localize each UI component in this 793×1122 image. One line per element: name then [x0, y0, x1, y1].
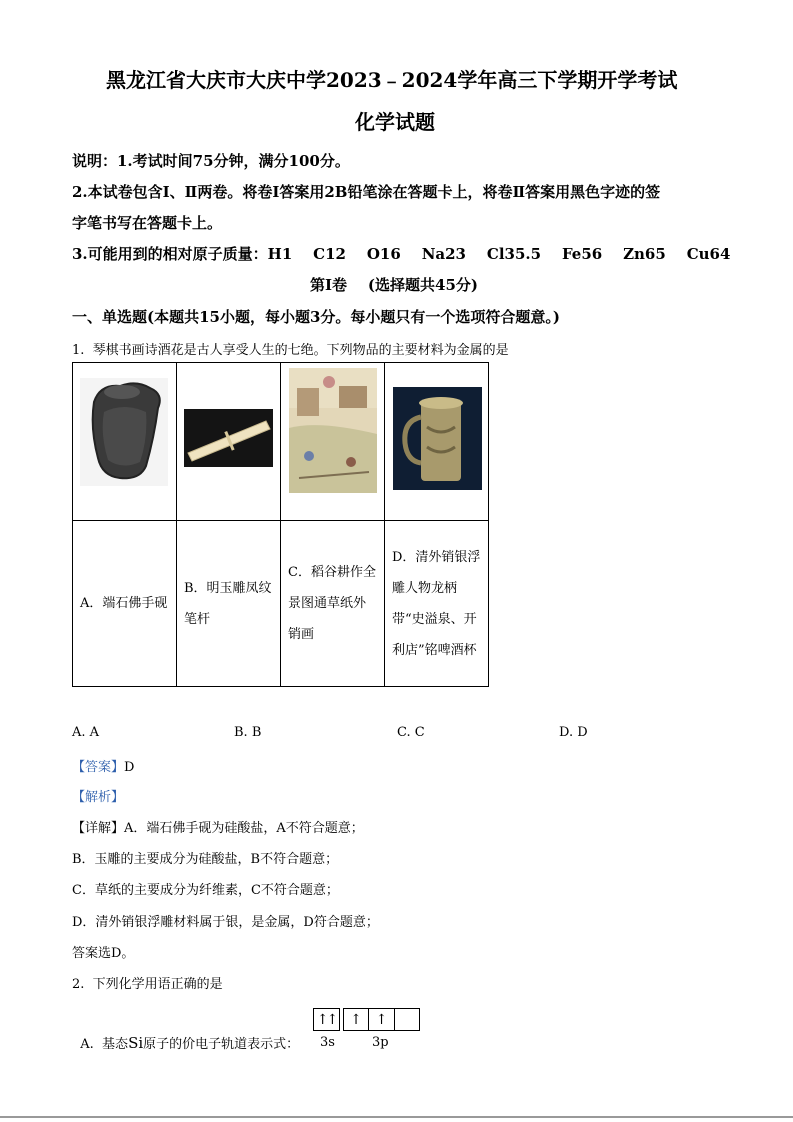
page-title: 黑龙江省大庆市大庆中学2023﹣2024学年高三下学期开学考试	[106, 68, 678, 92]
q2-option-a	[72, 1018, 299, 1052]
q1-detail-3: C．草纸的主要成分为纤维素，C不符合题意；	[72, 883, 339, 898]
q2-option-a-suffix: 原子的价电子轨道表示式：	[143, 1037, 300, 1052]
q1-answer	[72, 756, 134, 775]
orbital-label-3s: 3s	[320, 1035, 335, 1050]
q1-image-cell-a	[73, 363, 177, 521]
q1-detail-2: B．玉雕的主要成分为硅酸盐，B不符合题意；	[72, 852, 339, 867]
instruction-line-1: 说明：1.考试时间75分钟，满分100分。	[72, 152, 350, 170]
q1-cell-b: B．明玉雕凤纹笔杆	[177, 521, 281, 687]
q2-stem: 2. 下列化学用语正确的是	[72, 977, 223, 992]
q1-cell-a: A．端石佛手砚	[73, 521, 177, 687]
orbital-3p-box-1	[343, 1008, 369, 1031]
page-bottom-divider	[0, 1116, 793, 1118]
orbital-3s-arrows: ↑↑	[316, 1011, 337, 1028]
q1-option-c: C. C	[397, 725, 425, 740]
answer-label: 【答案】	[72, 760, 125, 775]
inkstone-image	[80, 378, 168, 486]
page-subtitle: 化学试题	[355, 110, 435, 134]
volume-heading: 第Ⅰ卷 (选择题共45分)	[310, 276, 478, 294]
q1-option-b: B. B	[234, 725, 262, 740]
orbital-3s-box	[313, 1008, 340, 1031]
q1-cell-c: C．稻谷耕作全景图通草纸外销画	[281, 521, 385, 687]
orbital-3p-box-2	[368, 1008, 395, 1031]
instruction-line-4: 3.可能用到的相对原子质量：H1 C12 O16 Na23 Cl35.5 Fe56 Zn65 Cu64	[72, 245, 731, 263]
q2-option-a-prefix: A. 基态	[80, 1037, 129, 1052]
q1-table	[72, 362, 489, 687]
silver-mug-image	[393, 387, 482, 490]
orbital-label-3p: 3p	[372, 1035, 389, 1050]
instruction-line-2: 2.本试卷包含Ⅰ、Ⅱ两卷。将卷Ⅰ答案用2B铅笔涂在答题卡上，将卷Ⅱ答案用黑色字迹的签	[72, 183, 661, 201]
answer-value: D	[124, 760, 135, 775]
q1-image-cell-d	[385, 363, 489, 521]
q1-detail-1: 【详解】A．端石佛手砚为硅酸盐，A不符合题意；	[72, 821, 364, 836]
q1-option-a: A. A	[72, 725, 100, 740]
q1-image-cell-c	[281, 363, 385, 521]
q1-cell-d: D．清外销银浮雕人物龙柄带“史溢泉、开利店”铭啤酒杯	[385, 521, 489, 687]
instruction-line-3: 字笔书写在答题卡上。	[72, 214, 223, 232]
q1-stem: 1. 琴棋书画诗酒花是古人享受人生的七绝。下列物品的主要材料为金属的是	[72, 343, 509, 358]
q1-option-d: D. D	[559, 725, 588, 740]
section-heading: 一、单选题(本题共15小题，每小题3分。每小题只有一个选项符合题意。)	[72, 308, 561, 326]
q1-detail-5: 答案选D。	[72, 946, 135, 961]
orbital-3p-arrow-1: ↑	[350, 1011, 362, 1028]
orbital-3p-box-3	[394, 1008, 420, 1031]
jade-brush-image	[184, 409, 273, 467]
analysis-label: 【解析】	[72, 790, 125, 805]
element-symbol: Si	[128, 1034, 144, 1052]
q1-detail-4: D．清外销银浮雕材料属于银，是金属，D符合题意；	[72, 915, 379, 930]
orbital-3p-arrow-2: ↑	[375, 1011, 388, 1028]
q1-image-cell-b	[177, 363, 281, 521]
painting-image	[289, 368, 377, 493]
